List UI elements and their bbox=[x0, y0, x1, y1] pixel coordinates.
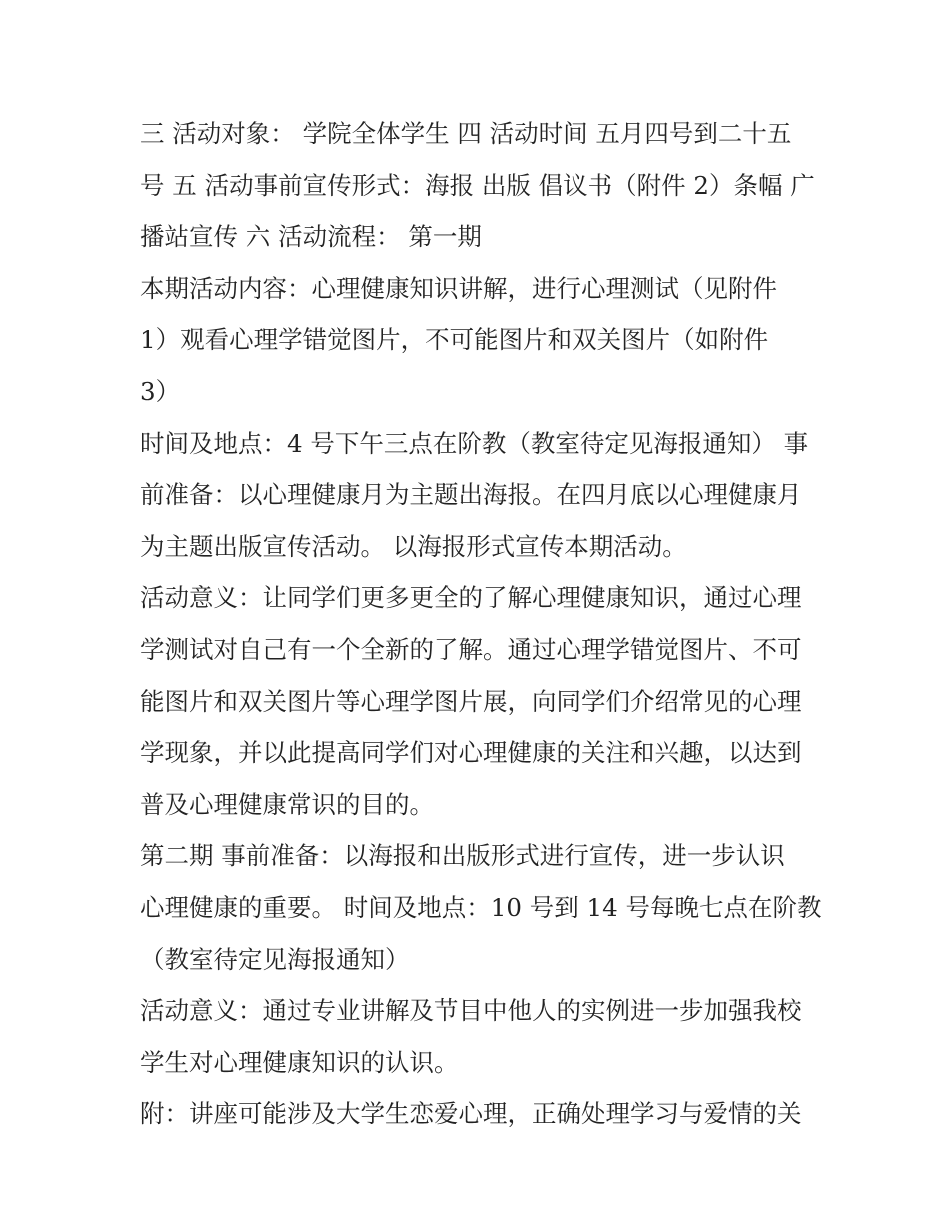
text-line: 心理健康的重要。 时间及地点：10 号到 14 号每晚七点在阶教 bbox=[140, 892, 822, 922]
text-line: 为主题出版宣传活动。 以海报形式宣传本期活动。 bbox=[140, 531, 687, 561]
text-line: 普及心理健康常识的目的。 bbox=[140, 789, 434, 819]
text-line: 1）观看心理学错觉图片，不可能图片和双关图片（如附件 bbox=[140, 325, 769, 355]
text-line: 活动意义：通过专业讲解及节目中他人的实例进一步加强我校 bbox=[140, 996, 802, 1026]
text-line: 三 活动对象： 学院全体学生 四 活动时间 五月四号到二十五 bbox=[140, 119, 792, 148]
text-line: 学生对心理健康知识的认识。 bbox=[140, 1047, 459, 1077]
text-line: 活动意义：让同学们更多更全的了解心理健康知识，通过心理 bbox=[140, 583, 802, 613]
text-line: 能图片和双关图片等心理学图片展，向同学们介绍常见的心理 bbox=[140, 686, 802, 716]
text-line: 学测试对自己有一个全新的了解。通过心理学错觉图片、不可 bbox=[140, 634, 802, 664]
text-line: 第二期 事前准备：以海报和出版形式进行宣传，进一步认识 bbox=[140, 841, 785, 871]
text-line: （教室待定见海报通知） bbox=[140, 944, 410, 974]
text-line: 播站宣传 六 活动流程： 第一期 bbox=[140, 222, 482, 252]
text-line: 学现象，并以此提高同学们对心理健康的关注和兴趣，以达到 bbox=[140, 738, 802, 768]
text-line: 号 五 活动事前宣传形式：海报 出版 倡议书（附件 2）条幅 广 bbox=[140, 170, 815, 200]
text-line: 前准备：以心理健康月为主题出海报。在四月底以心理健康月 bbox=[140, 480, 802, 510]
text-line: 时间及地点：4 号下午三点在阶教（教室待定见海报通知） 事 bbox=[140, 428, 809, 458]
text-line: 附：讲座可能涉及大学生恋爱心理，正确处理学习与爱情的关 bbox=[140, 1099, 802, 1129]
text-line: 3） bbox=[140, 376, 181, 406]
text-line: 本期活动内容：心理健康知识讲解，进行心理测试（见附件 bbox=[140, 273, 777, 303]
document-body bbox=[140, 108, 820, 1140]
